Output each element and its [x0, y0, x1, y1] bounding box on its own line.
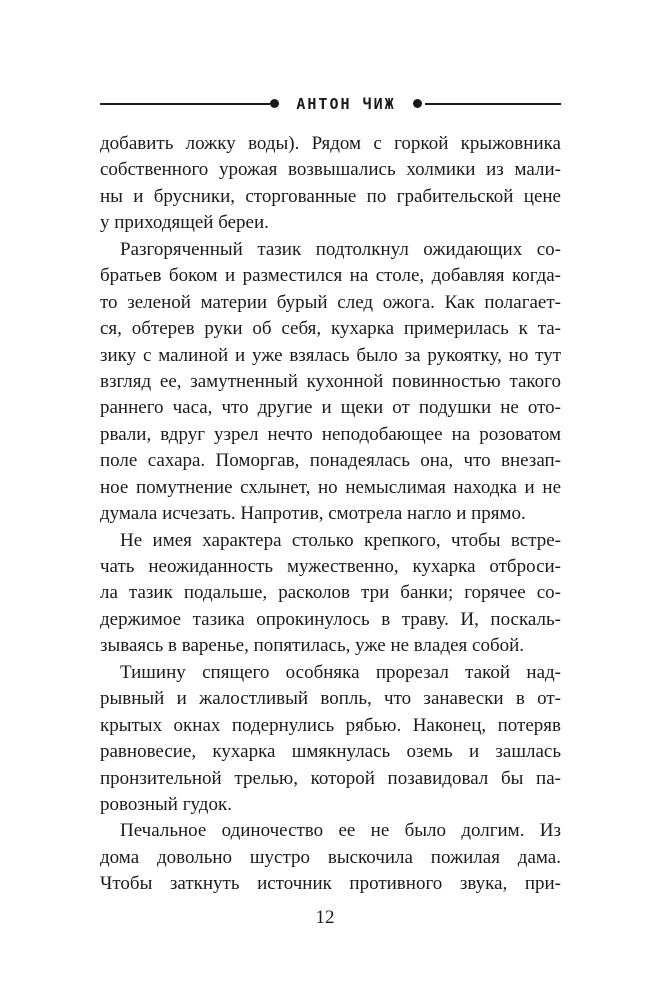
text-line: поле сахара. Поморгав, понадеялась она, что внезап-	[100, 450, 561, 472]
header-rule-left	[100, 103, 270, 105]
text-line: крытых окнах подернулись рябью. Наконец, потеряв	[100, 714, 561, 736]
text-line: дома довольно шустро выскочила пожилая дама.	[100, 846, 561, 868]
text-line: у приходящей береи.	[100, 212, 269, 234]
text-line: думала исчезать. Напротив, смотрела нагло и прямо.	[100, 503, 526, 525]
text-line: зываясь в варенье, попятилась, уже не владея собой.	[100, 635, 525, 657]
text-line: ны и брусники, сторгованные по грабительской цене	[100, 185, 561, 207]
text-line: Чтобы заткнуть источник противного звука, при-	[100, 873, 561, 895]
text-line: рвали, вдруг узрел нечто неподобающее на розоватом	[100, 423, 561, 445]
text-line: братьев боком и разместился на столе, добавляя когда-	[100, 265, 561, 287]
text-line: равновесие, кухарка шмякнулась оземь и зашлась	[100, 741, 561, 763]
paragraph	[100, 237, 561, 528]
header-ornament-dot-right	[413, 99, 422, 108]
text-line: Печальное одиночество ее не было долгим. Из	[120, 820, 561, 842]
paragraph	[100, 660, 561, 819]
header-rule-right	[425, 103, 561, 105]
text-line: держимое тазика опрокинулось в траву. И, поскаль-	[100, 608, 561, 630]
text-line: зику с малиной и уже взялась было за рукоятку, но тут	[100, 344, 561, 366]
paragraph	[100, 131, 561, 237]
page-header	[100, 92, 561, 116]
text-line: ла тазик подальше, расколов три банки; горячее со-	[100, 582, 561, 604]
text-line: чать неожиданность мужественно, кухарка отброси-	[100, 556, 561, 577]
text-line: ровозный гудок.	[100, 793, 232, 815]
body-text	[100, 131, 561, 898]
page-number: 12	[315, 907, 335, 928]
text-line: ся, обтерев руки об себя, кухарка примерилась к та-	[100, 318, 561, 340]
running-head: АНТОН ЧИЖ	[296, 95, 396, 113]
text-line: Тишину спящего особняка прорезал такой над-	[120, 661, 561, 683]
text-line: ное помутнение схлынет, но немыслимая находка и не	[100, 476, 561, 498]
header-ornament-dot-left	[270, 99, 279, 108]
text-line: рывный и жалостливый вопль, что занавески в от-	[100, 688, 561, 710]
text-line: добавить ложку воды). Рядом с горкой крыжовника	[100, 133, 561, 154]
text-line: то зеленой материи бурый след ожога. Как полагает-	[100, 291, 561, 313]
paragraph	[100, 528, 561, 660]
text-line: взгляд ее, замутненный кухонной повинностью такого	[100, 370, 561, 392]
text-line: Не имея характера столько крепкого, чтобы встре-	[120, 529, 561, 551]
text-line: Разгоряченный тазик подтолкнул ожидающих со-	[120, 238, 561, 260]
text-line: раннего часа, что другие и щеки от подушки не ото-	[100, 397, 561, 419]
text-line: собственного урожая возвышались холмики из мали-	[100, 159, 561, 181]
text-line: пронзительной трелью, которой позавидовал бы па-	[100, 767, 561, 789]
paragraph	[100, 818, 561, 897]
